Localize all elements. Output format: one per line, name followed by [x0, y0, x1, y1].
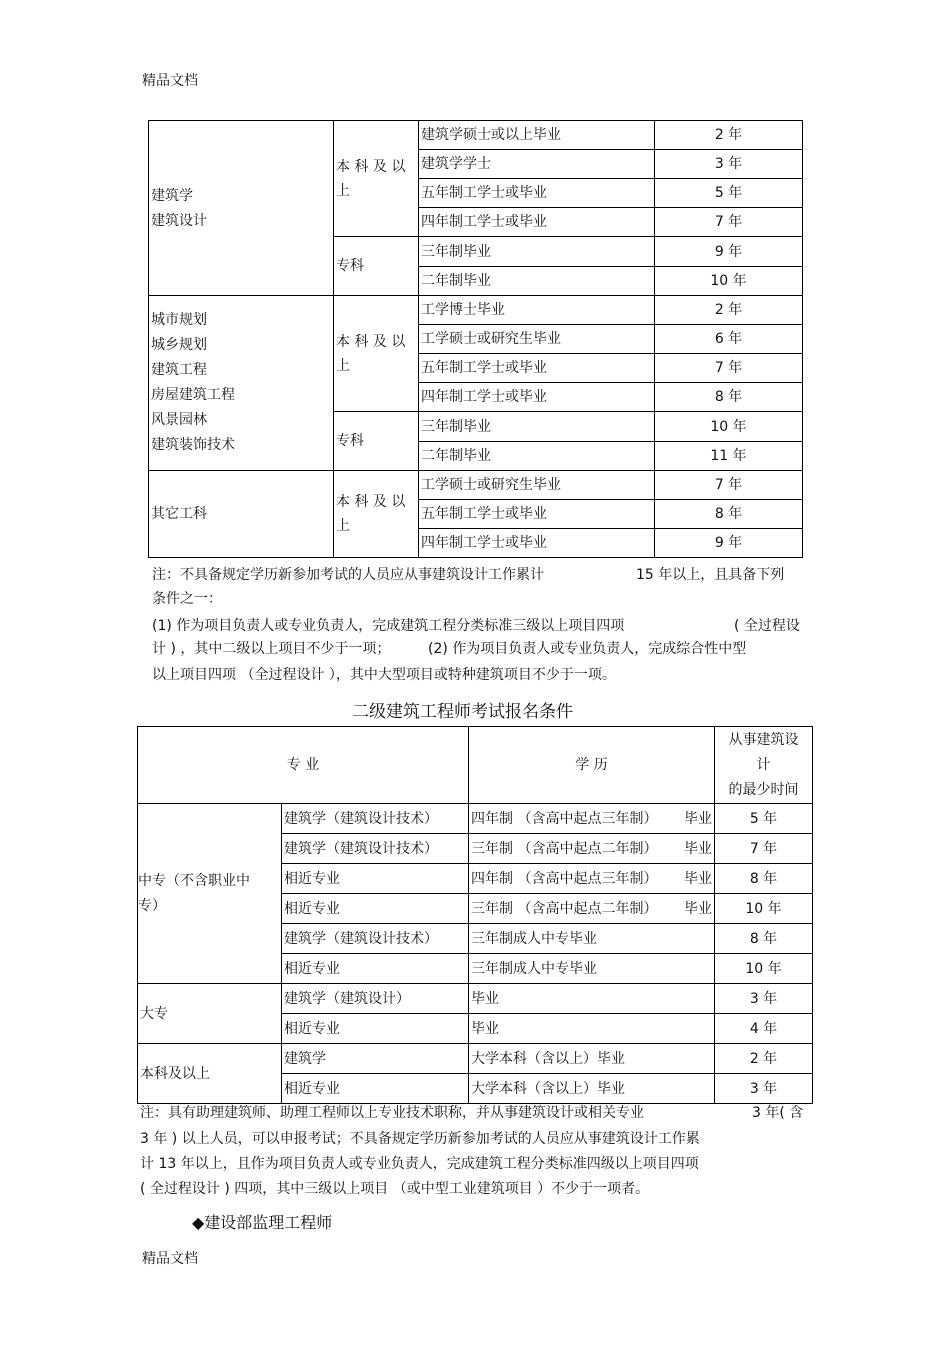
note1-line3b: ( 全过程设 — [734, 618, 800, 634]
years-cell: 10 年 — [715, 894, 813, 924]
major-cell: 建筑学 建筑设计 — [149, 121, 334, 296]
years-cell: 7 年 — [715, 834, 813, 864]
edu-cell: 二年制毕业 — [419, 267, 655, 296]
major-cell: 建筑学（建筑设计技术） — [282, 834, 469, 864]
major-cell: 建筑学（建筑设计技术） — [282, 924, 469, 954]
edu-cell: 三年制 （含高中起点二年制） 毕业 — [469, 834, 715, 864]
major-cell: 相近专业 — [282, 1074, 469, 1104]
note1-line1a: 注：不具备规定学历新参加考试的人员应从事建筑设计工作累计 — [152, 567, 544, 583]
major-cell: 城市规划 城乡规划 建筑工程 房屋建筑工程 风景园林 建筑装饰技术 — [149, 296, 334, 471]
table-header-row — [138, 727, 813, 804]
years-cell: 4 年 — [715, 1014, 813, 1044]
edu-cell: 建筑学硕士或以上毕业 — [419, 121, 655, 150]
years-cell: 5 年 — [715, 804, 813, 834]
years-cell: 8 年 — [655, 383, 803, 412]
header-years: 从事建筑设 计 的最少时间 — [715, 727, 813, 804]
years-cell: 3 年 — [655, 150, 803, 179]
years-cell: 5 年 — [655, 179, 803, 208]
years-cell: 3 年 — [715, 1074, 813, 1104]
edu-cell: 四年制 （含高中起点三年制） 毕业 — [469, 864, 715, 894]
table-row — [138, 1044, 813, 1074]
edu-cell: 四年制工学士或毕业 — [419, 383, 655, 412]
edu-cell: 三年制 （含高中起点二年制） 毕业 — [469, 894, 715, 924]
years-cell: 7 年 — [655, 208, 803, 237]
edu-cell: 四年制工学士或毕业 — [419, 529, 655, 558]
years-cell: 10 年 — [655, 412, 803, 442]
edu-cell: 工学硕士或研究生毕业 — [419, 325, 655, 354]
years-cell: 6 年 — [655, 325, 803, 354]
table2-title: 二级建筑工程师考试报名条件 — [352, 702, 573, 722]
edu-cell: 五年制工学士或毕业 — [419, 354, 655, 383]
years-cell: 10 年 — [715, 954, 813, 984]
years-cell: 8 年 — [655, 500, 803, 529]
edu-cell: 四年制 （含高中起点三年制） 毕业 — [469, 804, 715, 834]
header-edu: 学 历 — [469, 727, 715, 804]
edu-cell: 毕业 — [469, 984, 715, 1014]
major-cell: 建筑学 — [282, 1044, 469, 1074]
note1-line4b: (2) 作为项目负责人或专业负责人，完成综合性中型 — [428, 641, 747, 657]
major-cell: 相近专业 — [282, 954, 469, 984]
major-cell: 建筑学（建筑设计技术） — [282, 804, 469, 834]
edu-cell: 三年制成人中专毕业 — [469, 954, 715, 984]
note1-line2: 条件之一： — [152, 591, 222, 607]
years-cell: 3 年 — [715, 984, 813, 1014]
years-cell: 2 年 — [655, 296, 803, 325]
edu-cell: 工学博士毕业 — [419, 296, 655, 325]
page-footer: 精品文档 — [142, 1251, 198, 1267]
page-header: 精品文档 — [142, 73, 198, 89]
level-cell: 中专（不含职业中 专） — [138, 804, 282, 984]
years-cell: 8 年 — [715, 864, 813, 894]
years-cell: 10 年 — [655, 267, 803, 296]
table-row — [149, 296, 803, 325]
years-cell: 8 年 — [715, 924, 813, 954]
major-cell: 相近专业 — [282, 864, 469, 894]
table-row — [149, 121, 803, 150]
edu-cell: 二年制毕业 — [419, 442, 655, 471]
years-cell: 7 年 — [655, 471, 803, 500]
edu-cell: 建筑学学士 — [419, 150, 655, 179]
note2-line2: 3 年 ) 以上人员，可以申报考试；不具备规定学历新参加考试的人员应从事建筑设计工作累 — [140, 1131, 700, 1147]
level-cell: 本 科 及 以 上 — [334, 121, 419, 237]
table-second-level-requirements — [137, 726, 813, 1104]
edu-cell: 三年制成人中专毕业 — [469, 924, 715, 954]
edu-cell: 毕业 — [469, 1014, 715, 1044]
level-cell: 专科 — [334, 237, 419, 296]
years-cell: 9 年 — [655, 237, 803, 267]
note2-line4: ( 全过程设计 ) 四项，其中三级以上项目 （或中型工业建筑项目 ）不少于一项者。 — [140, 1181, 650, 1197]
edu-cell: 四年制工学士或毕业 — [419, 208, 655, 237]
table-first-level-requirements — [148, 120, 803, 558]
level-cell: 大专 — [138, 984, 282, 1044]
edu-cell: 大学本科（含以上）毕业 — [469, 1074, 715, 1104]
edu-cell: 工学硕士或研究生毕业 — [419, 471, 655, 500]
edu-cell: 五年制工学士或毕业 — [419, 179, 655, 208]
note1-line4a: 计 ) ，其中二级以上项目不少于一项； — [152, 641, 391, 657]
section-heading: ◆建设部监理工程师 — [192, 1213, 333, 1232]
note2-line1a: 注：具有助理建筑师、助理工程师以上专业技术职称，并从事建筑设计或相关专业 — [140, 1105, 644, 1121]
note1-line5: 以上项目四项 （全过程设计 ），其中大型项目或特种建筑项目不少于一项。 — [152, 667, 616, 683]
major-cell: 相近专业 — [282, 894, 469, 924]
level-cell: 专科 — [334, 412, 419, 471]
years-cell: 7 年 — [655, 354, 803, 383]
years-cell: 9 年 — [655, 529, 803, 558]
edu-cell: 三年制毕业 — [419, 412, 655, 442]
level-cell: 本科及以上 — [138, 1044, 282, 1104]
major-cell: 相近专业 — [282, 1014, 469, 1044]
table-row — [149, 471, 803, 500]
header-major: 专 业 — [138, 727, 469, 804]
table-row — [138, 984, 813, 1014]
note1-line3a: (1) 作为项目负责人或专业负责人，完成建筑工程分类标准三级以上项目四项 — [152, 618, 625, 634]
note2-line1b: 3 年( 含 — [752, 1105, 804, 1121]
level-cell: 本 科 及 以 上 — [334, 296, 419, 412]
level-cell: 本 科 及 以 上 — [334, 471, 419, 558]
years-cell: 2 年 — [655, 121, 803, 150]
years-cell: 11 年 — [655, 442, 803, 471]
edu-cell: 大学本科（含以上）毕业 — [469, 1044, 715, 1074]
edu-cell: 五年制工学士或毕业 — [419, 500, 655, 529]
major-cell: 建筑学（建筑设计） — [282, 984, 469, 1014]
note1-line1b: 15 年以上，且具备下列 — [636, 567, 785, 583]
years-cell: 2 年 — [715, 1044, 813, 1074]
major-cell: 其它工科 — [149, 471, 334, 558]
table-row — [138, 804, 813, 834]
note2-line3: 计 13 年以上，且作为项目负责人或专业负责人，完成建筑工程分类标准四级以上项目四项 — [140, 1156, 699, 1172]
edu-cell: 三年制毕业 — [419, 237, 655, 267]
